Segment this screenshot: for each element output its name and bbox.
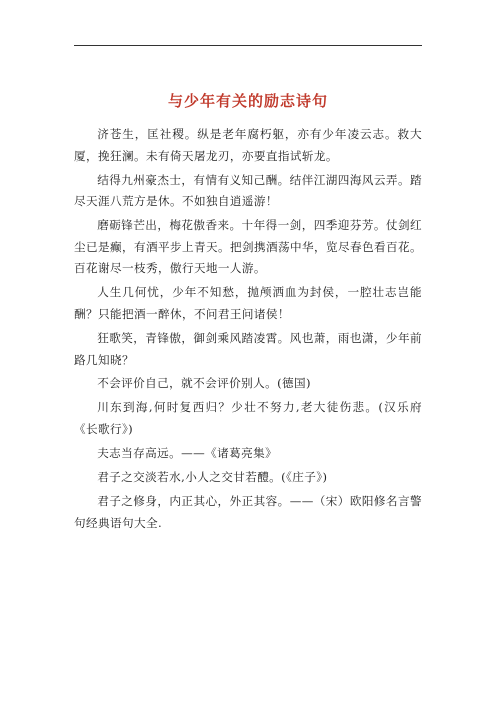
document-body — [74, 124, 422, 537]
paragraph: 君子之交淡若水,小人之交甘若醴。(《庄子》) — [97, 470, 328, 485]
paragraph: 人生几何忧，少年不知愁，抛颅洒血为封侯，一腔壮志岂能酬？只能把酒一醉休，不问君王问诸侯！ — [74, 285, 422, 321]
header-rule — [74, 45, 422, 46]
paragraph: 君子之修身，内正其心，外正其容。——（宋）欧阳修名言警句经典语句大全. — [74, 494, 422, 530]
paragraph: 狂歌笑，青锋傲，御剑乘风踏凌霄。风也萧，雨也潇，少年前路几知晓？ — [74, 330, 422, 367]
paragraph: 川东到海,何时复西归？少壮不努力,老大徒伤悲。(汉乐府《长歌行》) — [74, 400, 422, 437]
paragraph: 济苍生，匡社稷。纵是老年腐朽躯，亦有少年凌云志。救大厦，挽狂澜。未有倚天屠龙刃，亦要直指试斩龙。 — [74, 127, 422, 163]
document-title: 与少年有关的励志诗句 — [167, 92, 328, 110]
paragraph: 结得九州豪杰士，有情有义知己酬。结伴江湖四海风云弄。踏尽天涯八荒方是休。不如独自逍遥游！ — [74, 172, 422, 209]
paragraph: 夫志当存高远。——《诸葛亮集》 — [97, 446, 278, 461]
paragraph: 不会评价自己，就不会评价别人。(德国) — [97, 376, 311, 391]
paragraph: 磨砺锋芒出，梅花傲香来。十年得一剑，四季迎芬芳。仗剑红尘已是癫，有酒平步上青天。把剑携酒荡中华，览尽春色看百花。百花谢尽一枝秀，傲行天地一人游。 — [74, 218, 422, 276]
